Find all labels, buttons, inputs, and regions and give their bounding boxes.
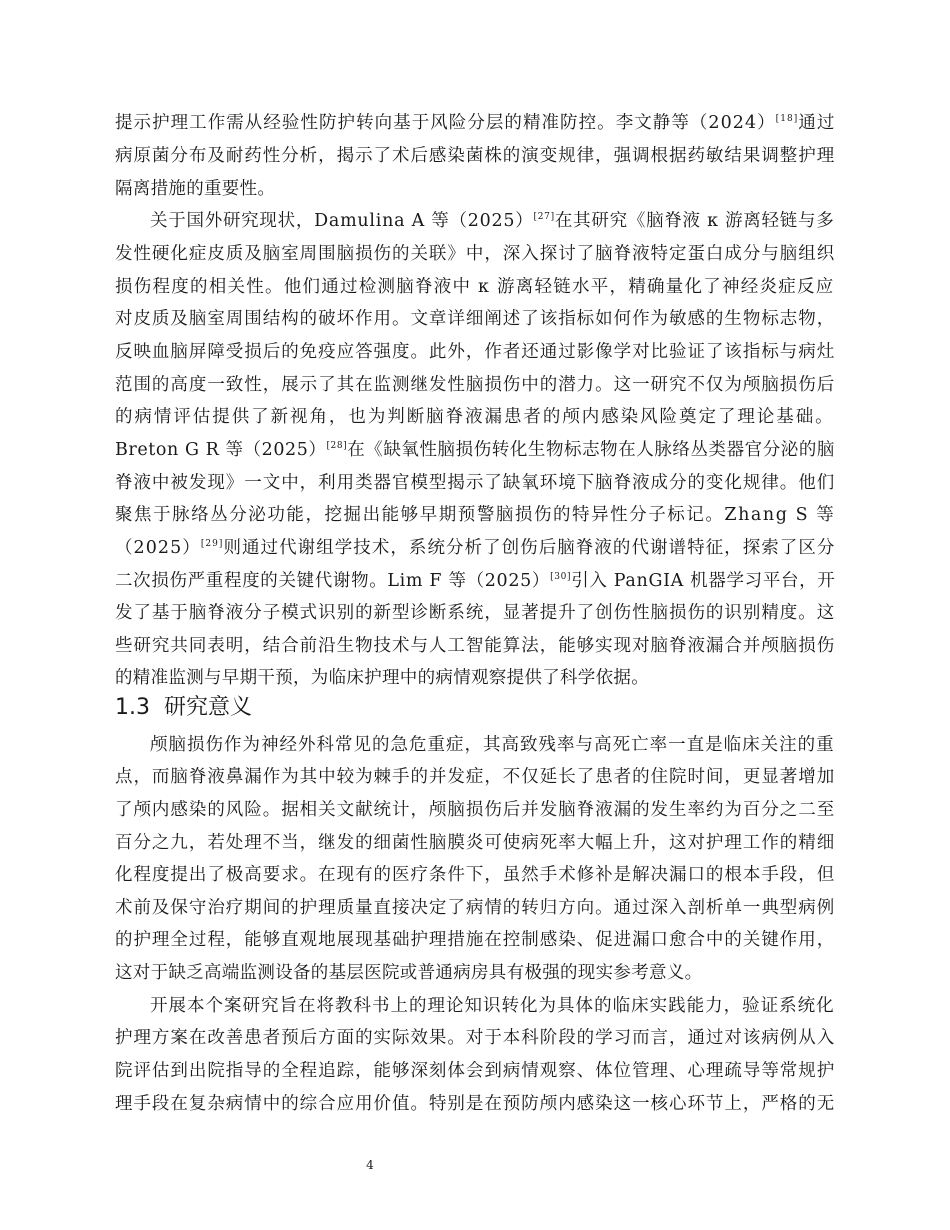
- paragraph-2-line-10: 聚焦于脉络丛分泌功能，挖掘出能够早期预警脑损伤的特异性分子标记。Zhang S 等: [115, 505, 836, 525]
- paragraph-3-line-2: 点，而脑脊液鼻漏作为其中较为棘手的并发症，不仅延长了患者的住院时间，更显著增加: [115, 767, 836, 787]
- citation-18[interactable]: [18]: [775, 114, 799, 124]
- paragraph-2-line-4: 对皮质及脑室周围结构的破坏作用。文章详细阐述了该指标如何作为敏感的生物标志物，: [115, 309, 836, 329]
- citation-28[interactable]: [28]: [326, 441, 348, 451]
- paragraph-2-line-9: 脊液中被发现》一文中，利用类器官模型揭示了缺氧环境下脑脊液成分的变化规律。他们: [115, 473, 836, 493]
- paragraph-2-line-2: 发性硬化症皮质及脑室周围脑损伤的关联》中，深入探讨了脑脊液特定蛋白成分与脑组织: [115, 244, 836, 264]
- paragraph-3-line-7: 的护理全过程，能够直观地展现基础护理措施在控制感染、促进漏口愈合中的关键作用，: [115, 930, 836, 950]
- section-title: 研究意义: [164, 695, 253, 720]
- citation-27[interactable]: [27]: [533, 212, 555, 222]
- paragraph-2-line-3: 损伤程度的相关性。他们通过检测脑脊液中 κ 游离轻链水平，精确量化了神经炎症反应: [115, 277, 835, 297]
- citation-29[interactable]: [29]: [200, 539, 224, 549]
- paragraph-3-line-6: 术前及保守治疗期间的护理质量直接决定了病情的转归方向。通过深入剖析单一典型病例: [115, 898, 836, 918]
- paragraph-3-line-5: 化程度提出了极高要求。在现有的医疗条件下，虽然手术修补是解决漏口的根本手段，但: [115, 865, 836, 885]
- paragraph-1-line-1: 提示护理工作需从经验性防护转向基于风险分层的精准防控。李文静等（2024）[18]通过: [115, 113, 836, 133]
- paragraph-3-line-8: 这对于缺乏高端监测设备的基层医院或普通病房具有极强的现实参考意义。: [115, 963, 703, 983]
- paragraph-1-line-2: 病原菌分布及耐药性分析，揭示了术后感染菌株的演变规律，强调根据药敏结果调整护理: [115, 146, 836, 166]
- paragraph-2-line-11: （2025）[29]则通过代谢组学技术，系统分析了创伤后脑脊液的代谢谱特征，探索了区分: [115, 538, 836, 558]
- section-number: 1.3: [115, 695, 150, 720]
- paragraph-2-line-15: 的精准监测与早期干预，为临床护理中的病情观察提供了科学依据。: [115, 668, 649, 688]
- paragraph-2-line-13: 发了基于脑脊液分子模式识别的新型诊断系统，显著提升了创伤性脑损伤的识别精度。这: [115, 603, 836, 623]
- paragraph-2-line-1: 关于国外研究现状，Damulina A 等（2025）[27]在其研究《脑脊液 κ 游离轻链与多: [150, 211, 835, 231]
- page-number: 4: [366, 1158, 374, 1172]
- paragraph-3-line-3: 了颅内感染的风险。据相关文献统计，颅脑损伤后并发脑脊液漏的发生率约为百分之二至: [115, 800, 836, 820]
- paragraph-3-line-4: 百分之九，若处理不当，继发的细菌性脑膜炎可使病死率大幅上升，这对护理工作的精细: [115, 833, 836, 853]
- citation-30[interactable]: [30]: [550, 572, 572, 582]
- section-heading: [115, 690, 266, 721]
- paragraph-2-line-6: 范围的高度一致性，展示了其在监测继发性脑损伤中的潜力。这一研究不仅为颅脑损伤后: [115, 375, 836, 395]
- paragraph-2-line-8: Breton G R 等（2025）[28]在《缺氧性脑损伤转化生物标志物在人脉络丛类器官分泌的脑: [115, 440, 835, 460]
- paragraph-2-line-12: 二次损伤严重程度的关键代谢物。Lim F 等（2025）[30]引入 PanGIA 机器学习平台，开: [115, 571, 836, 591]
- paragraph-4-line-4: 理手段在复杂病情中的综合应用价值。特别是在预防颅内感染这一核心环节上，严格的无: [115, 1094, 836, 1114]
- paragraph-3-line-1: 颅脑损伤作为神经外科常见的急危重症，其高致残率与高死亡率一直是临床关注的重: [150, 735, 835, 755]
- paragraph-2-line-14: 些研究共同表明，结合前沿生物技术与人工智能算法，能够实现对脑脊液漏合并颅脑损伤: [115, 636, 836, 656]
- paragraph-1-line-3: 隔离措施的重要性。: [115, 179, 276, 199]
- paragraph-4-line-3: 院评估到出院指导的全程追踪，能够深刻体会到病情观察、体位管理、心理疏导等常规护: [115, 1061, 836, 1081]
- paragraph-4-line-1: 开展本个案研究旨在将教科书上的理论知识转化为具体的临床实践能力，验证系统化: [150, 996, 835, 1016]
- paragraph-4-line-2: 护理方案在改善患者预后方面的实际效果。对于本科阶段的学习而言，通过对该病例从入: [115, 1028, 836, 1048]
- paragraph-2-line-7: 的病情评估提供了新视角，也为判断脑脊液漏患者的颅内感染风险奠定了理论基础。: [115, 407, 835, 427]
- paragraph-2-line-5: 反映血脑屏障受损后的免疫应答强度。此外，作者还通过影像学对比验证了该指标与病灶: [115, 342, 836, 362]
